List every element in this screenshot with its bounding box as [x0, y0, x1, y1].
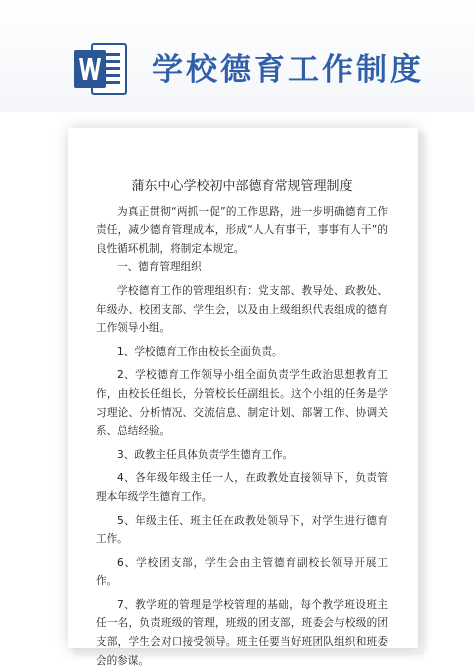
paragraph-item-7: 7、教学班的管理是学校管理的基础，每个教学班设班主任一名，负责班级的管理，班级的团支部，班委会与校级的团支部，学生会对口接受领导。班主任要当好班团队组织和班委会的参谋。 [96, 598, 388, 667]
paragraph-item-4: 4、各年级年级主任一人，在政教处直接领导下，负责管理本年级学生德育工作。 [96, 472, 388, 503]
document-title: 蒲东中心学校初中部德育常规管理制度 [131, 179, 353, 194]
document-body [96, 178, 388, 670]
paragraph-item-3: 3、政教主任具体负责学生德育工作。 [117, 448, 294, 461]
banner-title: 学校德育工作制度 [152, 52, 424, 88]
paragraph-organization: 学校德育工作的管理组织有：党支部、教导处、政教处、年级办、校团支部、学生会，以及由上级组织代表组成的德育工作领导小组。 [96, 284, 388, 335]
paragraph-item-5: 5、年级主任、班主任在政教处领导下，对学生进行德育工作。 [96, 514, 388, 546]
section-heading: 一、德育管理组织 [117, 261, 202, 274]
intro-paragraph: 为真正贯彻“两抓一促”的工作思路，进一步明确德育工作责任，减少德育管理成本，形成“人人有事干，事事有人干”的良性循环机制，将制定本规定。 [96, 205, 388, 255]
paragraph-item-6: 6、学校团支部，学生会由主管德育副校长领导开展工作。 [96, 556, 388, 588]
paragraph-item-2: 2、学校德育工作领导小组全面负责学生政治思想教育工作，由校长任组长，分管校长任副组长。这个小组的任务是学习理论、分析情况、交流信息、制定计划、部署工作、协调关系、总结经验。 [96, 369, 388, 438]
word-icon [72, 40, 130, 98]
paragraph-item-1: 1、学校德育工作由校长全面负责。 [117, 345, 283, 358]
